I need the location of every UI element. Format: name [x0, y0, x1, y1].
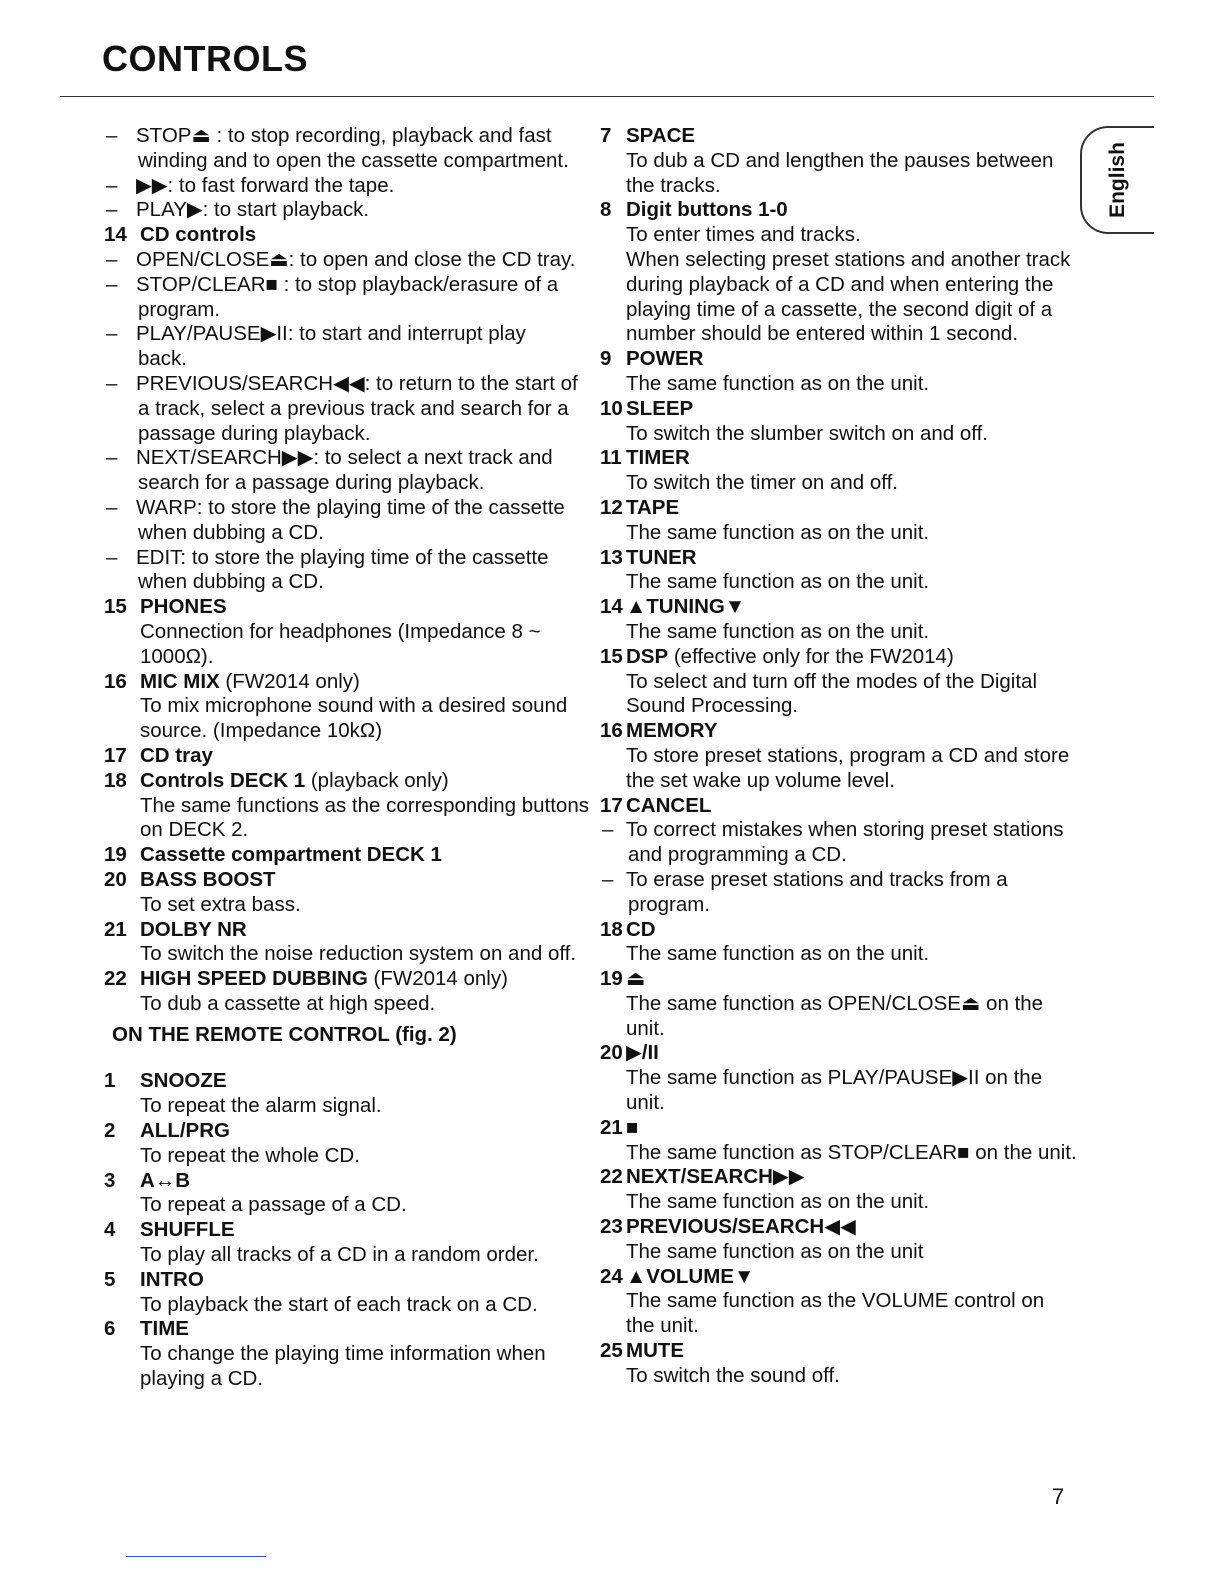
control-number: 10 — [600, 396, 623, 420]
control-number: 13 — [600, 545, 623, 569]
bullet-dash: – — [106, 495, 118, 519]
control-description: To switch the slumber switch on and off. — [626, 421, 988, 445]
control-number: 11 — [600, 446, 622, 470]
control-number: 1 — [104, 1069, 116, 1093]
control-heading — [104, 1268, 580, 1293]
control-heading — [600, 1116, 1070, 1141]
control-name: DOLBY NR — [140, 917, 247, 941]
control-note: (FW2014 only) — [367, 967, 508, 991]
control-label — [140, 918, 580, 943]
control-description: unit. — [626, 1016, 665, 1040]
control-description: To store preset stations, program a CD and store — [626, 743, 1070, 767]
page-title: CONTROLS — [102, 38, 308, 79]
control-description: source. (Impedance 10kΩ) — [140, 719, 383, 743]
control-name: ▲VOLUME▼ — [626, 1264, 755, 1288]
control-heading — [600, 1339, 1070, 1364]
control-description: the tracks. — [626, 173, 721, 197]
control-number: 2 — [104, 1119, 116, 1143]
control-description: To change the playing time information when — [140, 1342, 546, 1366]
control-heading — [104, 843, 580, 868]
control-description: To playback the start of each track on a CD. — [140, 1292, 538, 1316]
control-name: CD tray — [140, 743, 213, 767]
bullet-dash: – — [106, 272, 118, 296]
control-number: 22 — [600, 1165, 623, 1189]
control-label — [626, 645, 1070, 670]
bullet-item — [600, 868, 1070, 893]
control-heading — [600, 595, 1070, 620]
bullet-continuation: when dubbing a CD. — [138, 570, 324, 594]
control-heading — [600, 719, 1070, 744]
control-heading — [104, 1169, 580, 1194]
control-number: 14 — [600, 595, 623, 619]
control-number: 19 — [104, 843, 127, 867]
control-label — [626, 1116, 1070, 1141]
bullet-text: WARP: to store the playing time of the cassette — [136, 495, 565, 519]
control-heading — [104, 1218, 580, 1243]
control-heading — [600, 1265, 1070, 1290]
control-name: CD controls — [140, 223, 257, 247]
control-name: A↔B — [140, 1168, 191, 1192]
control-label — [626, 198, 1070, 223]
control-description: The same function as OPEN/CLOSE⏏ on the — [626, 991, 1044, 1015]
control-description: To switch the sound off. — [626, 1363, 840, 1387]
control-description: The same function as on the unit — [626, 1239, 924, 1263]
control-label — [626, 595, 1070, 620]
control-description: When selecting preset stations and another track — [626, 247, 1071, 271]
control-name: DSP — [626, 644, 669, 668]
bullet-item — [600, 818, 1070, 843]
bullet-item — [104, 198, 580, 223]
control-label — [626, 347, 1070, 372]
bullet-continuation: a track, select a previous track and search for a — [138, 396, 569, 420]
bullet-dash: – — [106, 124, 118, 147]
control-description: playing a CD. — [140, 1367, 264, 1391]
control-number: 23 — [600, 1215, 623, 1239]
control-name: TUNER — [626, 545, 697, 569]
bullet-item — [104, 446, 580, 471]
control-note: (FW2014 only) — [219, 669, 360, 693]
bullet-dash: – — [106, 371, 118, 395]
control-number: 4 — [104, 1218, 116, 1242]
bullet-item — [104, 372, 580, 397]
control-heading — [600, 124, 1070, 149]
control-description: To play all tracks of a CD in a random order. — [140, 1243, 539, 1267]
control-name: TIMER — [626, 446, 690, 470]
control-heading — [104, 1119, 580, 1144]
title-divider — [60, 96, 1154, 97]
bullet-item — [104, 322, 580, 347]
bullet-continuation: winding and to open the cassette compartment. — [138, 148, 569, 172]
control-description: The same function as the VOLUME control on — [626, 1289, 1045, 1313]
control-description: To mix microphone sound with a desired sound — [140, 694, 568, 718]
control-description: on DECK 2. — [140, 818, 249, 842]
bullet-item — [104, 273, 580, 298]
control-description: The same function as on the unit. — [626, 520, 930, 544]
control-name: BASS BOOST — [140, 867, 276, 891]
bullet-item — [104, 124, 580, 149]
control-heading — [600, 1215, 1070, 1240]
control-name: SLEEP — [626, 396, 694, 420]
control-label — [140, 769, 580, 794]
control-description: 1000Ω). — [140, 644, 214, 668]
bullet-dash: – — [602, 867, 614, 891]
control-label — [140, 223, 580, 248]
control-label — [626, 1265, 1070, 1290]
bullet-dash: – — [106, 545, 118, 569]
control-label — [140, 868, 580, 893]
control-number: 19 — [600, 967, 623, 991]
page-number: 7 — [1052, 1484, 1065, 1509]
control-name: MIC MIX — [140, 669, 220, 693]
control-description: The same function as on the unit. — [626, 371, 930, 395]
control-number: 17 — [104, 743, 127, 767]
control-heading — [104, 967, 580, 992]
control-number: 16 — [104, 669, 127, 693]
control-number: 21 — [600, 1115, 623, 1139]
control-label — [626, 1041, 1070, 1066]
control-description: The same function as on the unit. — [626, 570, 930, 594]
control-number: 21 — [104, 917, 127, 941]
control-note: (playback only) — [305, 768, 449, 792]
control-label — [140, 1268, 580, 1293]
control-heading — [600, 347, 1070, 372]
control-heading — [600, 446, 1070, 471]
control-description: To set extra bass. — [140, 892, 301, 916]
control-description: To switch the timer on and off. — [626, 471, 898, 495]
control-label — [626, 546, 1070, 571]
control-heading — [600, 397, 1070, 422]
control-number: 6 — [104, 1317, 116, 1341]
control-number: 16 — [600, 719, 623, 743]
bullet-dash: – — [106, 173, 118, 197]
bullet-dash: – — [602, 818, 614, 842]
language-tab — [1080, 126, 1154, 234]
control-description: To repeat a passage of a CD. — [140, 1193, 407, 1217]
footer-rule — [126, 1556, 266, 1557]
control-description: To dub a CD and lengthen the pauses between — [626, 148, 1054, 172]
control-name: ALL/PRG — [140, 1119, 230, 1143]
control-label — [626, 1339, 1070, 1364]
bullet-continuation: and programming a CD. — [628, 843, 847, 867]
control-description: To switch the noise reduction system on and off. — [140, 942, 577, 966]
control-name: INTRO — [140, 1267, 204, 1291]
right-column — [600, 124, 1077, 1389]
control-name: SHUFFLE — [140, 1218, 235, 1242]
bullet-dash: – — [106, 198, 118, 222]
control-number: 17 — [600, 793, 623, 817]
control-heading — [600, 967, 1070, 992]
control-description: To repeat the whole CD. — [140, 1143, 360, 1167]
control-heading — [104, 223, 580, 248]
control-name: ▶/II — [626, 1041, 659, 1065]
control-number: 9 — [600, 347, 612, 371]
control-description: Sound Processing. — [626, 694, 799, 718]
bullet-continuation: back. — [138, 347, 187, 371]
control-name: ⏏ — [626, 967, 646, 991]
control-label — [626, 918, 1070, 943]
control-label — [626, 496, 1070, 521]
control-name: MEMORY — [626, 719, 718, 743]
control-label — [140, 595, 580, 620]
bullet-continuation: program. — [138, 297, 221, 321]
control-label — [140, 1169, 580, 1194]
control-label — [626, 446, 1070, 471]
control-label — [140, 670, 580, 695]
control-name: HIGH SPEED DUBBING — [140, 967, 368, 991]
control-description: The same function as on the unit. — [626, 942, 930, 966]
control-number: 3 — [104, 1168, 116, 1192]
control-number: 20 — [600, 1041, 623, 1065]
language-tab-label: English — [1106, 142, 1129, 218]
control-number: 25 — [600, 1339, 623, 1363]
control-number: 20 — [104, 867, 127, 891]
control-name: Controls DECK 1 — [140, 768, 306, 792]
bullet-continuation: passage during playback. — [138, 421, 371, 445]
control-heading — [600, 645, 1070, 670]
bullet-item — [104, 174, 580, 199]
bullet-item — [104, 496, 580, 521]
bullet-text: ▶▶: to fast forward the tape. — [136, 173, 395, 197]
control-description: To enter times and tracks. — [626, 223, 861, 247]
control-heading — [104, 670, 580, 695]
control-number: 15 — [600, 644, 623, 668]
bullet-text: STOP/CLEAR■ : to stop playback/erasure of a — [136, 272, 559, 296]
control-label — [626, 1165, 1070, 1190]
control-label — [626, 397, 1070, 422]
control-label — [140, 1218, 580, 1243]
control-number: 18 — [600, 917, 623, 941]
control-heading — [104, 769, 580, 794]
control-label — [140, 744, 580, 769]
bullet-text: To correct mistakes when storing preset stations — [626, 818, 1064, 842]
control-name: NEXT/SEARCH▶▶ — [626, 1165, 805, 1189]
left-column — [104, 124, 589, 1392]
control-description: during playback of a CD and when entering the — [626, 272, 1054, 296]
control-heading — [600, 918, 1070, 943]
control-description: the unit. — [626, 1314, 699, 1338]
control-description: The same function as PLAY/PAUSE▶II on the — [626, 1066, 1043, 1090]
control-name: ▲TUNING▼ — [626, 595, 746, 619]
control-description: Connection for headphones (Impedance 8 ~ — [140, 619, 541, 643]
control-number: 14 — [104, 223, 127, 247]
bullet-text: PLAY▶: to start playback. — [136, 198, 370, 222]
bullet-text: PREVIOUS/SEARCH◀◀: to return to the start of — [136, 371, 578, 395]
control-label — [140, 1069, 580, 1094]
control-heading — [104, 918, 580, 943]
control-description: To select and turn off the modes of the Digital — [626, 669, 1038, 693]
bullet-continuation: search for a passage during playback. — [138, 471, 485, 495]
control-description: playing time of a cassette, the second digit of a — [626, 297, 1053, 321]
control-description: The same function as STOP/CLEAR■ on the unit. — [626, 1140, 1077, 1164]
control-label — [626, 794, 1070, 819]
control-name: MUTE — [626, 1339, 685, 1363]
control-number: 15 — [104, 595, 127, 619]
section-heading: ON THE REMOTE CONTROL (fig. 2) — [112, 1022, 457, 1046]
control-heading — [600, 546, 1070, 571]
bullet-dash: – — [106, 446, 118, 470]
control-heading — [600, 1041, 1070, 1066]
bullet-text: EDIT: to store the playing time of the cassette — [136, 545, 549, 569]
control-heading — [104, 1317, 580, 1342]
control-description: number should be entered within 1 second. — [626, 322, 1019, 346]
control-heading — [104, 1069, 580, 1094]
control-name: PHONES — [140, 595, 227, 619]
control-description: unit. — [626, 1091, 665, 1115]
control-number: 24 — [600, 1264, 623, 1288]
control-number: 7 — [600, 124, 612, 147]
bullet-item — [104, 248, 580, 273]
bullet-dash: – — [106, 322, 118, 346]
control-number: 12 — [600, 495, 623, 519]
bullet-continuation: program. — [628, 892, 711, 916]
bullet-text: STOP⏏ : to stop recording, playback and fast — [136, 124, 552, 147]
control-name: SPACE — [626, 124, 696, 147]
control-heading — [104, 595, 580, 620]
bullet-item — [104, 546, 580, 571]
control-number: 22 — [104, 967, 127, 991]
control-heading — [104, 868, 580, 893]
control-number: 18 — [104, 768, 127, 792]
bullet-continuation: when dubbing a CD. — [138, 520, 324, 544]
control-number: 5 — [104, 1267, 116, 1291]
control-name: POWER — [626, 347, 704, 371]
control-name: TIME — [140, 1317, 189, 1341]
control-label — [626, 1215, 1070, 1240]
control-heading — [600, 794, 1070, 819]
control-name: SNOOZE — [140, 1069, 227, 1093]
control-heading — [104, 744, 580, 769]
control-name: PREVIOUS/SEARCH◀◀ — [626, 1215, 856, 1239]
control-name: Digit buttons 1-0 — [626, 198, 788, 222]
control-label — [140, 1119, 580, 1144]
control-label — [140, 843, 580, 868]
control-description: The same functions as the corresponding buttons — [140, 793, 589, 817]
control-heading — [600, 1165, 1070, 1190]
control-name: TAPE — [626, 495, 680, 519]
bullet-text: PLAY/PAUSE▶II: to start and interrupt play — [136, 322, 526, 346]
control-description: To repeat the alarm signal. — [140, 1094, 382, 1118]
control-label — [140, 967, 580, 992]
control-name: CANCEL — [626, 793, 712, 817]
control-note: (effective only for the FW2014) — [668, 644, 954, 668]
bullet-dash: – — [106, 247, 118, 271]
control-description: The same function as on the unit. — [626, 1190, 930, 1214]
control-heading — [600, 496, 1070, 521]
control-name: Cassette compartment DECK 1 — [140, 843, 442, 867]
control-description: the set wake up volume level. — [626, 768, 895, 792]
control-name: ■ — [626, 1115, 639, 1139]
control-label — [626, 967, 1070, 992]
control-label — [140, 1317, 580, 1342]
control-name: CD — [626, 917, 656, 941]
control-number: 8 — [600, 198, 612, 222]
bullet-text: OPEN/CLOSE⏏: to open and close the CD tray. — [136, 247, 576, 271]
control-label — [626, 719, 1070, 744]
control-label — [626, 124, 1070, 149]
bullet-text: NEXT/SEARCH▶▶: to select a next track and — [136, 446, 553, 470]
control-description: To dub a cassette at high speed. — [140, 991, 436, 1015]
bullet-text: To erase preset stations and tracks from a — [626, 867, 1008, 891]
control-description: The same function as on the unit. — [626, 619, 930, 643]
control-heading — [600, 198, 1070, 223]
